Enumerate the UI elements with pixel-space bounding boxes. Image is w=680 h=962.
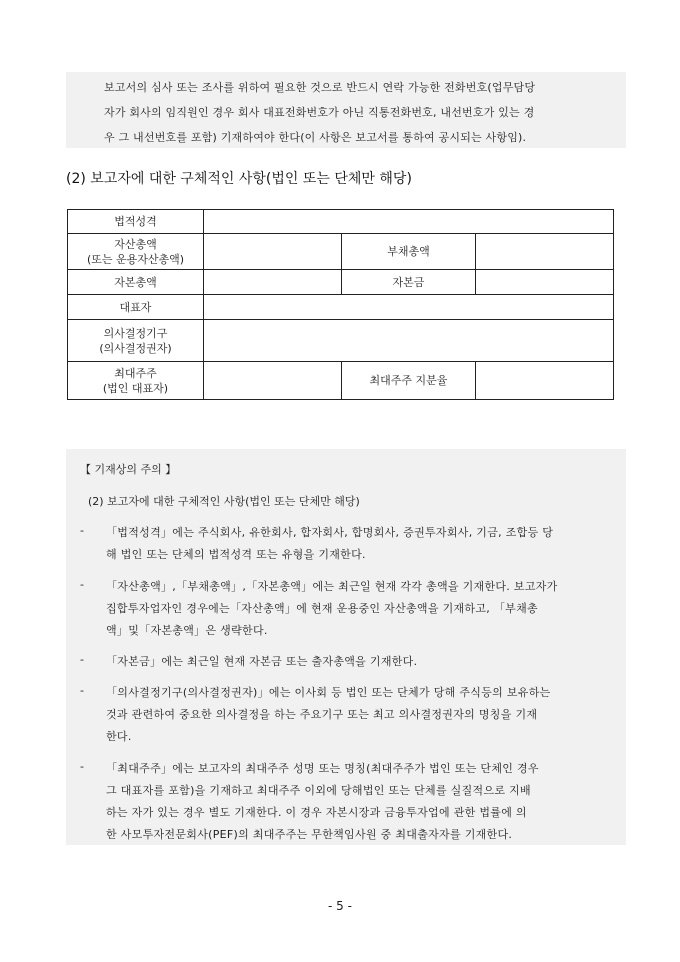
total-liabilities-value[interactable] — [476, 234, 614, 270]
total-assets-value[interactable] — [204, 234, 342, 270]
note-bullet: - — [80, 653, 84, 666]
largest-shareholder-ratio-value[interactable] — [476, 362, 614, 400]
table-row — [68, 362, 614, 400]
top-note-line-2: 자가 회사의 임직원인 경우 회사 대표전화번호가 아닌 직통전화번호, 내선번호가 있는 경 — [104, 106, 535, 119]
total-equity-value[interactable] — [204, 270, 342, 295]
representative-label: 대표자 — [68, 295, 204, 320]
note-2-line-3: 액」및「자본총액」은 생략한다. — [106, 624, 268, 637]
decision-body-value[interactable] — [204, 320, 614, 362]
capital-label: 자본금 — [342, 270, 476, 295]
note-5-line-1: 「최대주주」에는 보고자의 최대주주 성명 또는 명칭(최대주주가 법인 또는 단체인 경우 — [106, 762, 539, 775]
note-2-line-2: 집합투자업자인 경우에는「자산총액」에 현재 운용중인 자산총액을 기재하고, 「부채총 — [106, 602, 538, 615]
largest-shareholder-label-line-1: 최대주주 — [114, 366, 157, 380]
note-5-line-2: 그 대표자를 포함)을 기재하고 최대주주 이외에 당해법인 또는 단체를 실질적으로 지배 — [106, 784, 531, 797]
note-1-line-2: 해 법인 또는 단체의 법적성격 또는 유형을 기재한다. — [106, 548, 366, 561]
section-title: (2) 보고자에 대한 구체적인 사항(법인 또는 단체만 해당) — [66, 171, 412, 187]
table-row — [68, 210, 614, 234]
note-bullet: - — [80, 684, 84, 697]
largest-shareholder-value[interactable] — [204, 362, 342, 400]
largest-shareholder-ratio-label: 최대주주 지분율 — [342, 362, 476, 400]
note-4-line-2: 것과 관련하여 중요한 의사결정을 하는 주요기구 또는 최고 의사결정권자의 명칭을 기재 — [106, 708, 538, 721]
total-assets-label-line-1: 자산총액 — [114, 237, 157, 251]
legal-status-label: 법적성격 — [68, 210, 204, 234]
table-row — [68, 320, 614, 362]
note-bullet: - — [80, 760, 84, 773]
notes-heading: 【 기재상의 주의 】 — [80, 463, 177, 476]
note-bullet: - — [80, 578, 84, 591]
largest-shareholder-label-line-2: (법인 대표자) — [102, 381, 169, 395]
total-assets-label — [68, 234, 204, 270]
note-bullet: - — [80, 524, 84, 537]
decision-body-label-line-1: 의사결정기구 — [103, 326, 168, 340]
note-5-line-4: 한 사모투자전문회사(PEF)의 최대주주는 무한책임사원 중 최대출자자를 기재한다. — [106, 828, 513, 841]
notes-subheading: (2) 보고자에 대한 구체적인 사항(법인 또는 단체만 해당) — [88, 495, 360, 508]
largest-shareholder-label — [68, 362, 204, 400]
note-3-line-1: 「자본금」에는 최근일 현재 자본금 또는 출자총액을 기재한다. — [106, 655, 418, 668]
legal-status-value[interactable] — [204, 210, 614, 234]
table-row — [68, 295, 614, 320]
decision-body-label-line-2: (의사결정권자) — [99, 341, 172, 355]
reporter-details-table — [67, 209, 614, 400]
table-row — [68, 270, 614, 295]
note-5-line-3: 하는 자가 있는 경우 별도 기재한다. 이 경우 자본시장과 금융투자업에 관한 법률에 의 — [106, 806, 527, 819]
note-4-line-3: 한다. — [106, 730, 132, 743]
page-number: - 5 - — [328, 899, 352, 913]
capital-value[interactable] — [476, 270, 614, 295]
table-row — [68, 234, 614, 270]
top-note-line-1: 보고서의 심사 또는 조사를 위하여 필요한 것으로 반드시 연락 가능한 전화번호(업무담당 — [104, 81, 536, 94]
representative-value[interactable] — [204, 295, 614, 320]
total-assets-label-line-2: (또는 운용자산총액) — [86, 252, 185, 266]
top-note-line-3: 우 그 내선번호를 포함) 기재하여야 한다(이 사항은 보고서를 통하여 공시되는 사항임). — [104, 131, 527, 144]
note-2-line-1: 「자산총액」,「부채총액」,「자본총액」에는 최근일 현재 각각 총액을 기재한다. 보고자가 — [106, 580, 558, 593]
total-liabilities-label: 부채총액 — [342, 234, 476, 270]
total-equity-label: 자본총액 — [68, 270, 204, 295]
decision-body-label — [68, 320, 204, 362]
note-1-line-1: 「법적성격」에는 주식회사, 유한회사, 합자회사, 합명회사, 증권투자회사, 기금, 조합등 당 — [106, 526, 554, 539]
note-4-line-1: 「의사결정기구(의사결정권자)」에는 이사회 등 법인 또는 단체가 당해 주식등의 보유하는 — [106, 686, 551, 699]
